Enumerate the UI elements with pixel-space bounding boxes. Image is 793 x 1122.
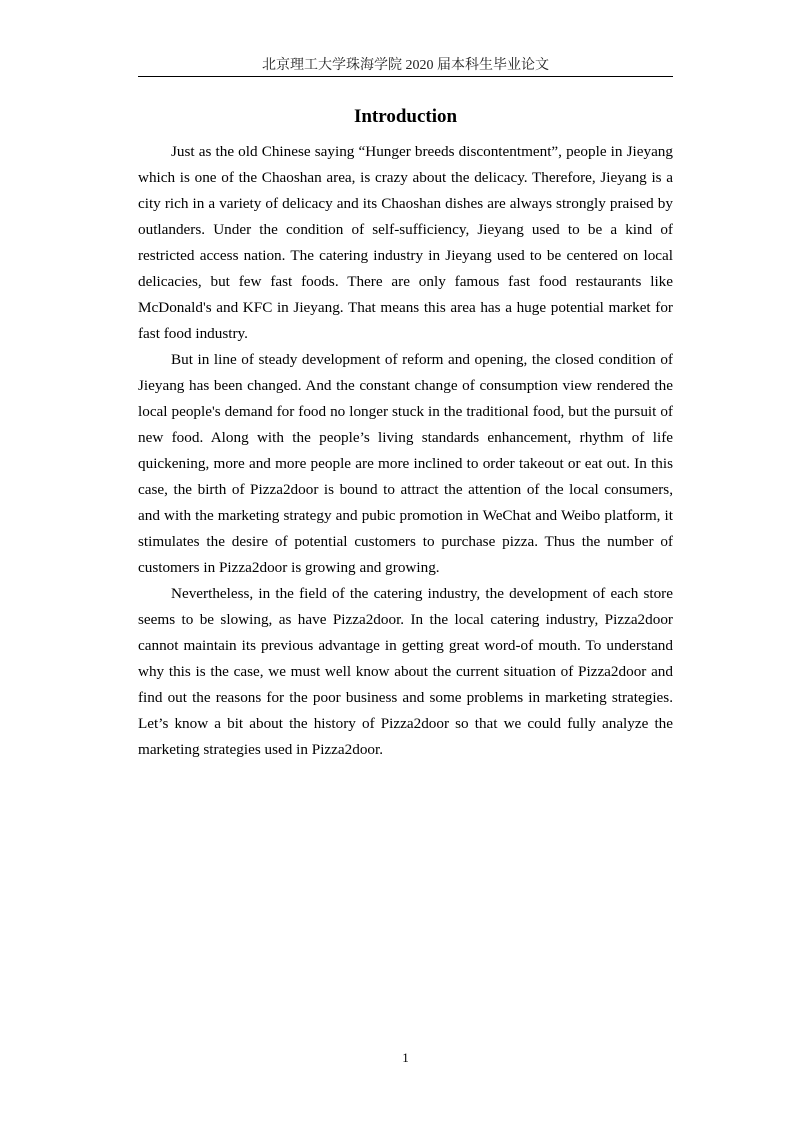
page-header: 北京理工大学珠海学院 2020 届本科生毕业论文 [262, 58, 549, 73]
body-text [138, 139, 673, 763]
paragraph-3: Nevertheless, in the field of the catering industry, the development of each store seems to be slowing, as have Pizza2door. In the local catering industry, Pizza2door cannot maintain its previous advantage in getting great word-of mouth. To understand why this is the case, we must well know about the current situation of Pizza2door and find out the reasons for the poor business and some problems in marketing strategies. Let’s know a bit about the history of Pizza2door so that we could fully analyze the marketing strategies used in Pizza2door. [138, 585, 673, 758]
section-title: Introduction [353, 106, 458, 127]
paragraph-2: But in line of steady development of reform and opening, the closed condition of Jieyang has been changed. And the constant change of consumption view rendered the local people's demand for food no longer stuck in the traditional food, but the pursuit of new food. Along with the people’s living standards enhancement, rhythm of life quickening, more and more people are more inclined to order takeout or eat out. In this case, the birth of Pizza2door is bound to attract the attention of the local consumers, and with the marketing strategy and pubic promotion in WeChat and Weibo platform, it stimulates the desire of potential customers to purchase pizza. Thus the number of customers in Pizza2door is growing and growing. [138, 351, 673, 576]
paragraph-1: Just as the old Chinese saying “Hunger breeds discontentment”, people in Jieyang which is one of the Chaoshan area, is crazy about the delicacy. Therefore, Jieyang is a city rich in a variety of delicacy and its Chaoshan dishes are always strongly praised by outlanders. Under the condition of self-sufficiency, Jieyang used to be a kind of restricted access nation. The catering industry in Jieyang used to be centered on local delicacies, but few fast foods. There are only famous fast food restaurants like McDonald's and KFC in Jieyang. That means this area has a huge potential market for fast food industry. [138, 143, 673, 342]
header-divider [138, 76, 673, 77]
page-number: 1 [402, 1050, 409, 1065]
